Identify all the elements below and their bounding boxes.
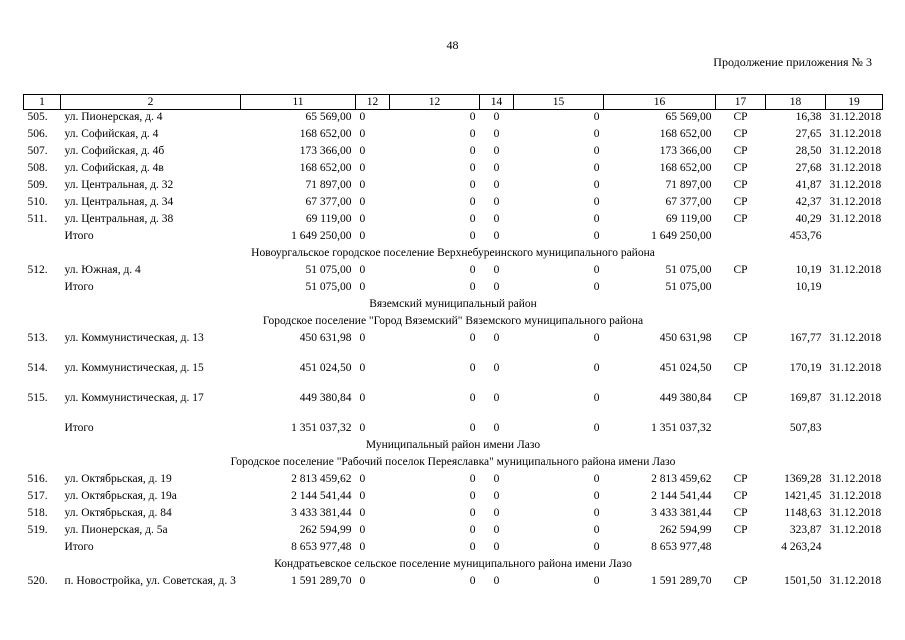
row-number (24, 540, 61, 557)
cell-col12a: 0 (359, 264, 366, 276)
cell-col17: СР (733, 392, 748, 404)
cell-col17: СР (733, 162, 748, 174)
cell-col14: 0 (493, 575, 500, 587)
cell-col11: 51 075,00 (305, 281, 352, 293)
table-row (24, 212, 883, 229)
cell-col12b: 0 (469, 213, 476, 225)
cell-col18: 42,37 (795, 196, 822, 208)
cell-col12a: 0 (359, 281, 366, 293)
cell-col12a: 0 (359, 490, 366, 502)
cell-col15: 0 (593, 422, 600, 434)
row-number: 519. (27, 524, 48, 536)
cell-col12b: 0 (469, 145, 476, 157)
cell-col19: 31.12.2018 (829, 162, 882, 174)
cell-col11: 2 813 459,62 (291, 473, 352, 485)
table-row (24, 161, 883, 178)
cell-col19: 31.12.2018 (829, 392, 882, 404)
section-heading: Кондратьевское сельское поселение муниципального района имени Лазо (274, 558, 632, 570)
cell-col17 (716, 229, 766, 246)
cell-col14: 0 (493, 422, 500, 434)
section-heading-row (24, 557, 883, 574)
section-heading-row (24, 438, 883, 455)
cell-col12a: 0 (359, 541, 366, 553)
cell-col16: 449 380,84 (659, 392, 712, 404)
cell-col17 (716, 421, 766, 438)
address-cell: ул. Софийская, д. 4 (64, 128, 159, 140)
cell-col17 (716, 540, 766, 557)
cell-col12b: 0 (469, 507, 476, 519)
cell-col12a: 0 (359, 128, 366, 140)
row-number: 505. (27, 111, 48, 123)
cell-col12a: 0 (359, 332, 366, 344)
section-heading-row (24, 246, 883, 263)
column-header: 2 (61, 95, 241, 110)
page-number: 48 (446, 38, 459, 52)
table-row (24, 331, 883, 361)
section-heading-row (24, 455, 883, 472)
column-header: 12 (390, 95, 480, 110)
cell-col11: 1 351 037,32 (291, 422, 352, 434)
cell-col14: 0 (493, 541, 500, 553)
row-number: 508. (27, 162, 48, 174)
cell-col12b: 0 (469, 524, 476, 536)
cell-col16: 51 075,00 (665, 264, 712, 276)
cell-col15: 0 (593, 179, 600, 191)
cell-col12a: 0 (359, 196, 366, 208)
address-cell: ул. Пионерская, д. 5а (64, 524, 168, 536)
cell-col18: 1148,63 (784, 507, 822, 519)
cell-col19 (826, 540, 883, 557)
table-body (24, 110, 883, 605)
cell-col18: 167,77 (789, 332, 822, 344)
cell-col12a: 0 (359, 575, 366, 587)
cell-col17: СР (733, 490, 748, 502)
table-row (24, 178, 883, 195)
cell-col12a: 0 (359, 179, 366, 191)
cell-col15: 0 (593, 541, 600, 553)
cell-col17 (716, 280, 766, 297)
cell-col11: 69 119,00 (305, 213, 352, 225)
cell-col14: 0 (493, 332, 500, 344)
address-cell: ул. Софийская, д. 4б (64, 145, 165, 157)
cell-col18: 28,50 (795, 145, 822, 157)
total-row (24, 421, 883, 438)
address-cell: ул. Южная, д. 4 (64, 264, 141, 276)
cell-col19: 31.12.2018 (829, 179, 882, 191)
cell-col14: 0 (493, 490, 500, 502)
cell-col18: 453,76 (789, 230, 822, 242)
column-header: 11 (241, 95, 356, 110)
cell-col11: 1 649 250,00 (291, 230, 352, 242)
section-heading-row (24, 314, 883, 331)
cell-col12a: 0 (359, 362, 366, 374)
total-label: Итого (64, 281, 94, 293)
column-header-row (24, 95, 883, 110)
cell-col19: 31.12.2018 (829, 196, 882, 208)
cell-col14: 0 (493, 111, 500, 123)
cell-col15: 0 (593, 111, 600, 123)
address-cell: ул. Октябрьская, д. 84 (64, 507, 172, 519)
cell-col17: СР (733, 332, 748, 344)
cell-col11: 449 380,84 (299, 392, 352, 404)
section-heading: Новоургальское городское поселение Верхнебуреинского муниципального района (251, 247, 655, 259)
cell-col12a: 0 (359, 524, 366, 536)
cell-col16: 3 433 381,44 (651, 507, 712, 519)
cell-col11: 71 897,00 (305, 179, 352, 191)
cell-col18: 40,29 (795, 213, 822, 225)
row-number: 507. (27, 145, 48, 157)
cell-col18: 41,87 (795, 179, 822, 191)
row-number: 513. (27, 332, 48, 344)
cell-col14: 0 (493, 128, 500, 140)
cell-col18: 16,38 (795, 111, 822, 123)
cell-col19: 31.12.2018 (829, 145, 882, 157)
address-cell: п. Новостройка, ул. Советская, д. 3 (64, 575, 236, 587)
cell-col19 (826, 421, 883, 438)
cell-col14: 0 (493, 264, 500, 276)
column-header: 19 (826, 95, 883, 110)
cell-col11: 168 652,00 (299, 162, 352, 174)
column-header: 17 (716, 95, 766, 110)
cell-col17: СР (733, 179, 748, 191)
cell-col19: 31.12.2018 (829, 507, 882, 519)
total-row (24, 540, 883, 557)
section-heading: Городское поселение "Рабочий поселок Переяславка" муниципального района имени Лазо (230, 456, 676, 468)
cell-col16: 2 144 541,44 (651, 490, 712, 502)
cell-col15: 0 (593, 128, 600, 140)
cell-col12b: 0 (469, 179, 476, 191)
cell-col15: 0 (593, 332, 600, 344)
cell-col11: 168 652,00 (299, 128, 352, 140)
column-header: 18 (766, 95, 826, 110)
cell-col15: 0 (593, 162, 600, 174)
cell-col18: 323,87 (789, 524, 822, 536)
cell-col11: 1 591 289,70 (291, 575, 352, 587)
cell-col18: 10,19 (795, 281, 822, 293)
cell-col16: 173 366,00 (659, 145, 712, 157)
cell-col19: 31.12.2018 (829, 490, 882, 502)
cell-col19: 31.12.2018 (829, 264, 882, 276)
address-cell: ул. Октябрьская, д. 19 (64, 473, 172, 485)
cell-col18: 507,83 (789, 422, 822, 434)
row-number: 520. (27, 575, 48, 587)
section-heading-row (24, 297, 883, 314)
cell-col17: СР (733, 524, 748, 536)
row-number: 510. (27, 196, 48, 208)
cell-col14: 0 (493, 230, 500, 242)
section-heading: Вяземский муниципальный район (369, 298, 537, 310)
table-row (24, 574, 883, 604)
address-cell: ул. Октябрьская, д. 19а (64, 490, 177, 502)
cell-col15: 0 (593, 196, 600, 208)
cell-col19: 31.12.2018 (829, 128, 882, 140)
cell-col15: 0 (593, 575, 600, 587)
table-row (24, 506, 883, 523)
cell-col14: 0 (493, 196, 500, 208)
cell-col15: 0 (593, 473, 600, 485)
row-number: 511. (27, 213, 48, 225)
cell-col16: 262 594,99 (659, 524, 712, 536)
address-cell: ул. Коммунистическая, д. 17 (64, 392, 204, 404)
cell-col12b: 0 (469, 281, 476, 293)
table-row (24, 523, 883, 540)
cell-col18: 169,87 (789, 392, 822, 404)
table-row (24, 127, 883, 144)
cell-col16: 1 649 250,00 (651, 230, 712, 242)
cell-col16: 168 652,00 (659, 128, 712, 140)
section-heading: Муниципальный район имени Лазо (365, 439, 541, 451)
cell-col16: 450 631,98 (659, 332, 712, 344)
cell-col18: 1421,45 (784, 490, 822, 502)
cell-col12b: 0 (469, 422, 476, 434)
cell-col19: 31.12.2018 (829, 524, 882, 536)
cell-col12b: 0 (469, 332, 476, 344)
cell-col15: 0 (593, 524, 600, 536)
cell-col12b: 0 (469, 541, 476, 553)
cell-col11: 262 594,99 (299, 524, 352, 536)
table-row (24, 391, 883, 421)
table-row (24, 361, 883, 391)
column-header: 16 (604, 95, 716, 110)
cell-col16: 168 652,00 (659, 162, 712, 174)
address-cell: ул. Центральная, д. 34 (64, 196, 174, 208)
row-number: 506. (27, 128, 48, 140)
row-number: 516. (27, 473, 48, 485)
cell-col18: 4 263,24 (781, 541, 822, 553)
cell-col15: 0 (593, 507, 600, 519)
cell-col16: 67 377,00 (665, 196, 712, 208)
cell-col19: 31.12.2018 (829, 111, 882, 123)
housing-repair-table (23, 94, 883, 604)
total-label: Итого (64, 230, 94, 242)
cell-col19: 31.12.2018 (829, 213, 882, 225)
cell-col19: 31.12.2018 (829, 362, 882, 374)
cell-col16: 1 591 289,70 (651, 575, 712, 587)
cell-col14: 0 (493, 213, 500, 225)
cell-col18: 1501,50 (784, 575, 822, 587)
address-cell: ул. Коммунистическая, д. 13 (64, 332, 204, 344)
cell-col12b: 0 (469, 575, 476, 587)
cell-col14: 0 (493, 179, 500, 191)
row-number (24, 421, 61, 438)
cell-col12a: 0 (359, 111, 366, 123)
cell-col11: 67 377,00 (305, 196, 352, 208)
cell-col12a: 0 (359, 473, 366, 485)
cell-col14: 0 (493, 473, 500, 485)
cell-col15: 0 (593, 392, 600, 404)
cell-col18: 27,65 (795, 128, 822, 140)
total-label: Итого (64, 541, 94, 553)
cell-col19: 31.12.2018 (829, 575, 882, 587)
table-row (24, 195, 883, 212)
cell-col17: СР (733, 128, 748, 140)
cell-col14: 0 (493, 507, 500, 519)
cell-col11: 65 569,00 (305, 111, 352, 123)
cell-col12a: 0 (359, 392, 366, 404)
cell-col12a: 0 (359, 145, 366, 157)
cell-col16: 65 569,00 (665, 111, 712, 123)
row-number (24, 229, 61, 246)
cell-col16: 1 351 037,32 (651, 422, 712, 434)
cell-col18: 27,68 (795, 162, 822, 174)
table-row (24, 110, 883, 128)
cell-col14: 0 (493, 524, 500, 536)
cell-col12b: 0 (469, 196, 476, 208)
cell-col15: 0 (593, 281, 600, 293)
cell-col12a: 0 (359, 507, 366, 519)
cell-col17: СР (733, 264, 748, 276)
table-row (24, 472, 883, 489)
cell-col15: 0 (593, 362, 600, 374)
cell-col19 (826, 229, 883, 246)
cell-col15: 0 (593, 145, 600, 157)
cell-col12b: 0 (469, 264, 476, 276)
total-row (24, 280, 883, 297)
cell-col12a: 0 (359, 230, 366, 242)
column-header: 14 (480, 95, 514, 110)
cell-col18: 1369,28 (784, 473, 822, 485)
cell-col12a: 0 (359, 422, 366, 434)
cell-col15: 0 (593, 264, 600, 276)
table-row (24, 489, 883, 506)
cell-col14: 0 (493, 392, 500, 404)
total-row (24, 229, 883, 246)
cell-col19: 31.12.2018 (829, 332, 882, 344)
appendix-continuation-note: Продолжение приложения № 3 (713, 55, 872, 69)
row-number: 517. (27, 490, 48, 502)
table-row (24, 144, 883, 161)
column-header: 15 (514, 95, 604, 110)
cell-col11: 173 366,00 (299, 145, 352, 157)
cell-col12a: 0 (359, 162, 366, 174)
cell-col15: 0 (593, 213, 600, 225)
cell-col18: 170,19 (789, 362, 822, 374)
address-cell: ул. Коммунистическая, д. 15 (64, 362, 204, 374)
cell-col16: 71 897,00 (665, 179, 712, 191)
cell-col11: 2 144 541,44 (291, 490, 352, 502)
cell-col11: 451 024,50 (299, 362, 352, 374)
cell-col17: СР (733, 362, 748, 374)
cell-col15: 0 (593, 230, 600, 242)
column-header: 12 (356, 95, 390, 110)
row-number: 515. (27, 392, 48, 404)
cell-col17: СР (733, 111, 748, 123)
row-number: 518. (27, 507, 48, 519)
cell-col12b: 0 (469, 230, 476, 242)
cell-col14: 0 (493, 281, 500, 293)
cell-col12b: 0 (469, 111, 476, 123)
cell-col12b: 0 (469, 490, 476, 502)
cell-col17: СР (733, 575, 748, 587)
cell-col16: 51 075,00 (665, 281, 712, 293)
address-cell: ул. Центральная, д. 38 (64, 213, 174, 225)
cell-col11: 51 075,00 (305, 264, 352, 276)
cell-col16: 451 024,50 (659, 362, 712, 374)
cell-col12b: 0 (469, 392, 476, 404)
cell-col14: 0 (493, 145, 500, 157)
cell-col12a: 0 (359, 213, 366, 225)
cell-col12b: 0 (469, 473, 476, 485)
cell-col12b: 0 (469, 128, 476, 140)
row-number: 514. (27, 362, 48, 374)
cell-col11: 8 653 977,48 (291, 541, 352, 553)
row-number (24, 280, 61, 297)
cell-col17: СР (733, 507, 748, 519)
table-row (24, 263, 883, 280)
cell-col17: СР (733, 196, 748, 208)
cell-col17: СР (733, 473, 748, 485)
cell-col17: СР (733, 213, 748, 225)
row-number: 512. (27, 264, 48, 276)
cell-col11: 3 433 381,44 (291, 507, 352, 519)
cell-col14: 0 (493, 162, 500, 174)
cell-col16: 2 813 459,62 (651, 473, 712, 485)
cell-col11: 450 631,98 (299, 332, 352, 344)
cell-col15: 0 (593, 490, 600, 502)
cell-col17: СР (733, 145, 748, 157)
row-number: 509. (27, 179, 48, 191)
total-label: Итого (64, 422, 94, 434)
cell-col16: 69 119,00 (665, 213, 712, 225)
cell-col16: 8 653 977,48 (651, 541, 712, 553)
cell-col12b: 0 (469, 162, 476, 174)
cell-col14: 0 (493, 362, 500, 374)
cell-col12b: 0 (469, 362, 476, 374)
cell-col19: 31.12.2018 (829, 473, 882, 485)
column-header: 1 (24, 95, 61, 110)
address-cell: ул. Центральная, д. 32 (64, 179, 174, 191)
section-heading: Городское поселение "Город Вяземский" Вяземского муниципального района (262, 315, 644, 327)
address-cell: ул. Пионерская, д. 4 (64, 111, 163, 123)
address-cell: ул. Софийская, д. 4в (64, 162, 164, 174)
cell-col18: 10,19 (795, 264, 822, 276)
cell-col19 (826, 280, 883, 297)
